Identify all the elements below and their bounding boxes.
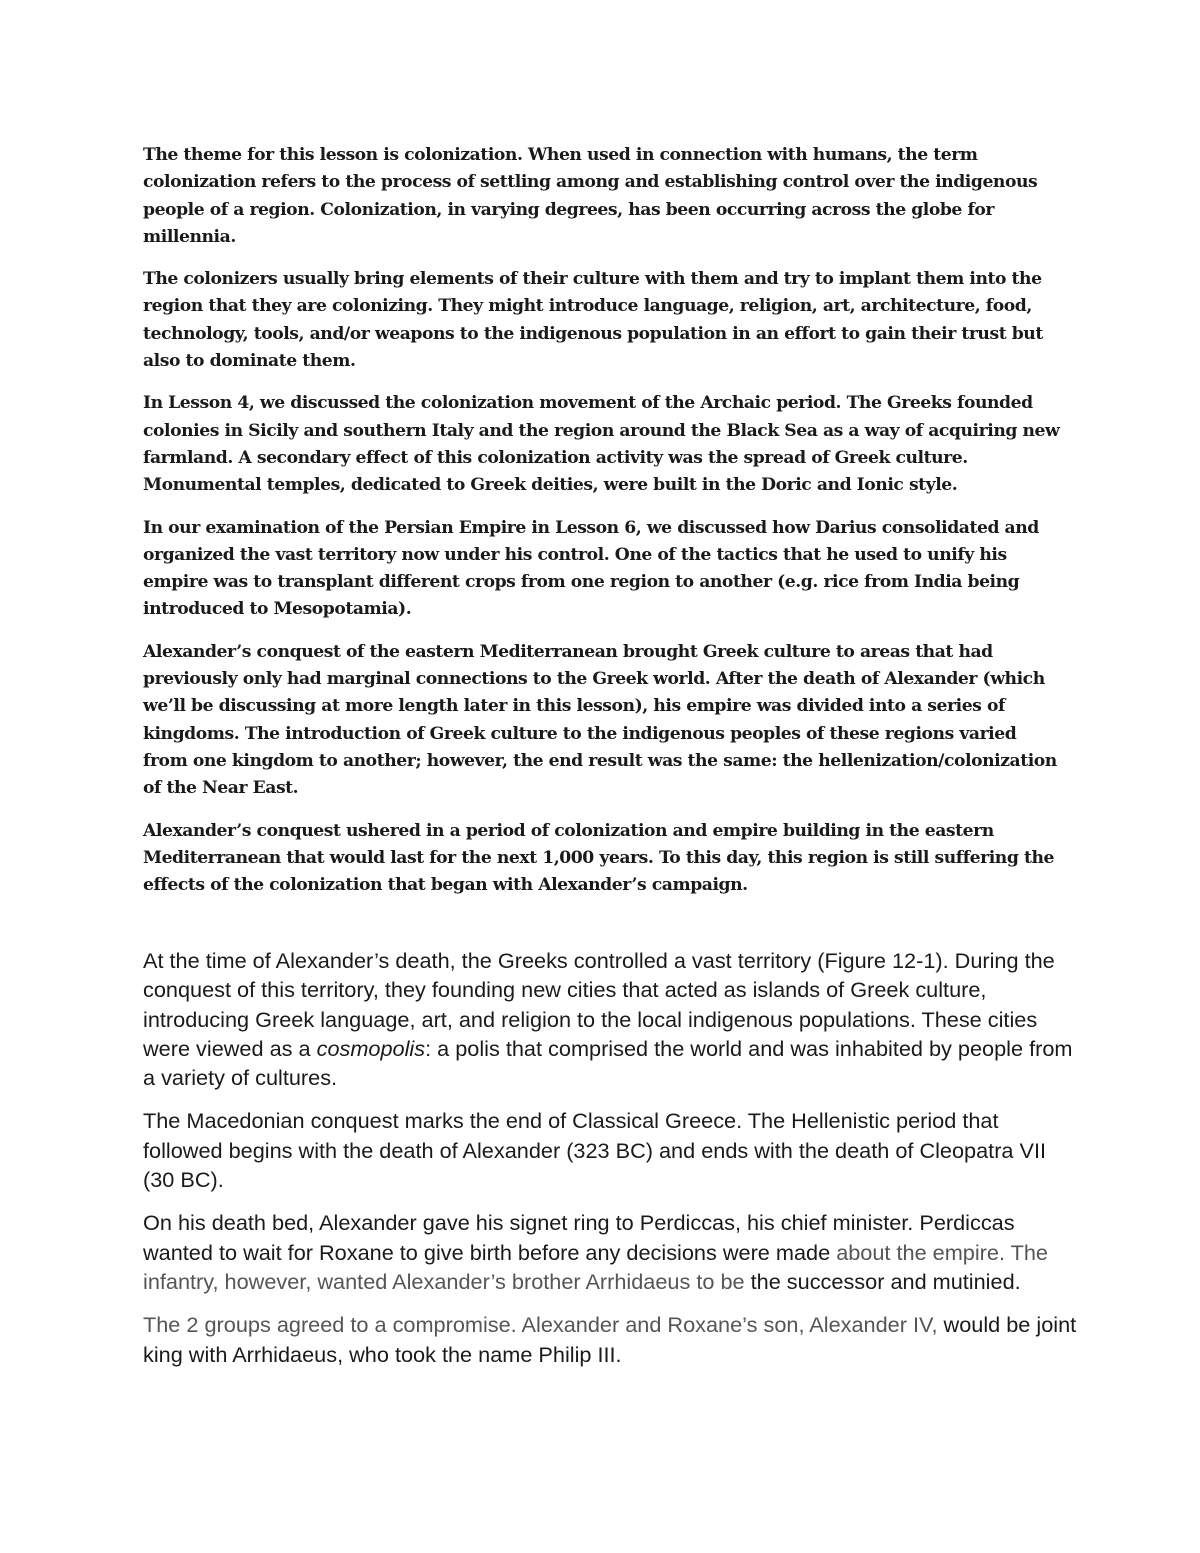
- body-paragraph-2: The Macedonian conquest marks the end of Classical Greece. The Hellenistic period that followed begins with the death of Alexander (323 BC) and ends with the death of Cleopatra VII (30 BC).: [143, 1108, 1047, 1193]
- body-paragraph-1-text-a: At the time of Alexander’s death, the Greeks controlled a vast territory (Figure 12-1). During the conquest of this territory, they founding new cities that acted as islands of Greek culture, introducing Greek language, art, and religion to the local indigenous populations. These cities were viewed as a: [143, 948, 1055, 1061]
- intro-section: [143, 142, 1063, 914]
- body-paragraph-3-text-c: the successor and mutinied.: [744, 1268, 1021, 1294]
- intro-paragraph-4: In our examination of the Persian Empire in Lesson 6, we discussed how Darius consolidated and organized the vast territory now under his control. One of the tactics that he used to unify his empire was to transplant different crops from one region to another (e.g. rice from India being introduced to Mesopotamia).: [143, 517, 1039, 620]
- body-paragraph-4-text-a: The 2 groups agreed to a compromise. Alexander and Roxane’s son, Alexander IV,: [143, 1312, 938, 1338]
- intro-paragraph-3: In Lesson 4, we discussed the colonization movement of the Archaic period. The Greeks founded colonies in Sicily and southern Italy and the region around the Black Sea as a way of acquiring new farmland. A secondary effect of this colonization activity was the spread of Greek culture. Monumental temples, dedicated to Greek deities, were built in the Doric and Ionic style.: [143, 393, 1060, 496]
- body-section: [143, 946, 1078, 1383]
- body-paragraph-1: [143, 946, 1078, 1092]
- body-paragraph-1-text-b: : a polis that comprised the world and was inhabited by people from a variety of cultures.: [143, 1035, 1073, 1091]
- intro-paragraph-5: Alexander’s conquest of the eastern Mediterranean brought Greek culture to areas that had previously only had marginal connections to the Greek world. After the death of Alexander (which we’ll be discussing at more length later in this lesson), his empire was divided into a series of kingdoms. The introduction of Greek culture to the indigenous peoples of these regions varied from one kingdom to another; however, the end result was the same: the hellenization/colonization of the Near East.: [143, 641, 1057, 799]
- body-paragraph-3: [143, 1208, 1078, 1296]
- cosmopolis-term: cosmopolis: [316, 1035, 426, 1061]
- intro-paragraph-2: The colonizers usually bring elements of their culture with them and try to implant them into the region that they are colonizing. They might introduce language, religion, art, architecture, food, technology, tools, and/or weapons to the indigenous population in an effort to gain their trust but also to dominate them.: [143, 269, 1043, 372]
- body-paragraph-3-text-a: On his death bed, Alexander gave his signet ring to Perdiccas, his chief minister. Perdiccas wanted to wait for Roxane to give birth before any decisions were made: [143, 1210, 1015, 1265]
- body-paragraph-4: [143, 1310, 1078, 1369]
- body-paragraph-3-text-b: about the empire. The infantry, however, wanted Alexander’s brother Arrhidaeus to be: [143, 1239, 1048, 1294]
- intro-paragraph-6: Alexander’s conquest ushered in a period of colonization and empire building in the eastern Mediterranean that would last for the next 1,000 years. To this day, this region is still suffering the effects of the colonization that began with Alexander’s campaign.: [143, 820, 1054, 896]
- body-paragraph-4-text-b: would be joint king with Arrhidaeus, who took the name Philip III.: [143, 1312, 1077, 1367]
- intro-paragraph-1: The theme for this lesson is colonization. When used in connection with humans, the term colonization refers to the process of settling among and establishing control over the indigenous people of a region. Colonization, in varying degrees, has been occurring across the globe for millennia.: [143, 145, 1038, 247]
